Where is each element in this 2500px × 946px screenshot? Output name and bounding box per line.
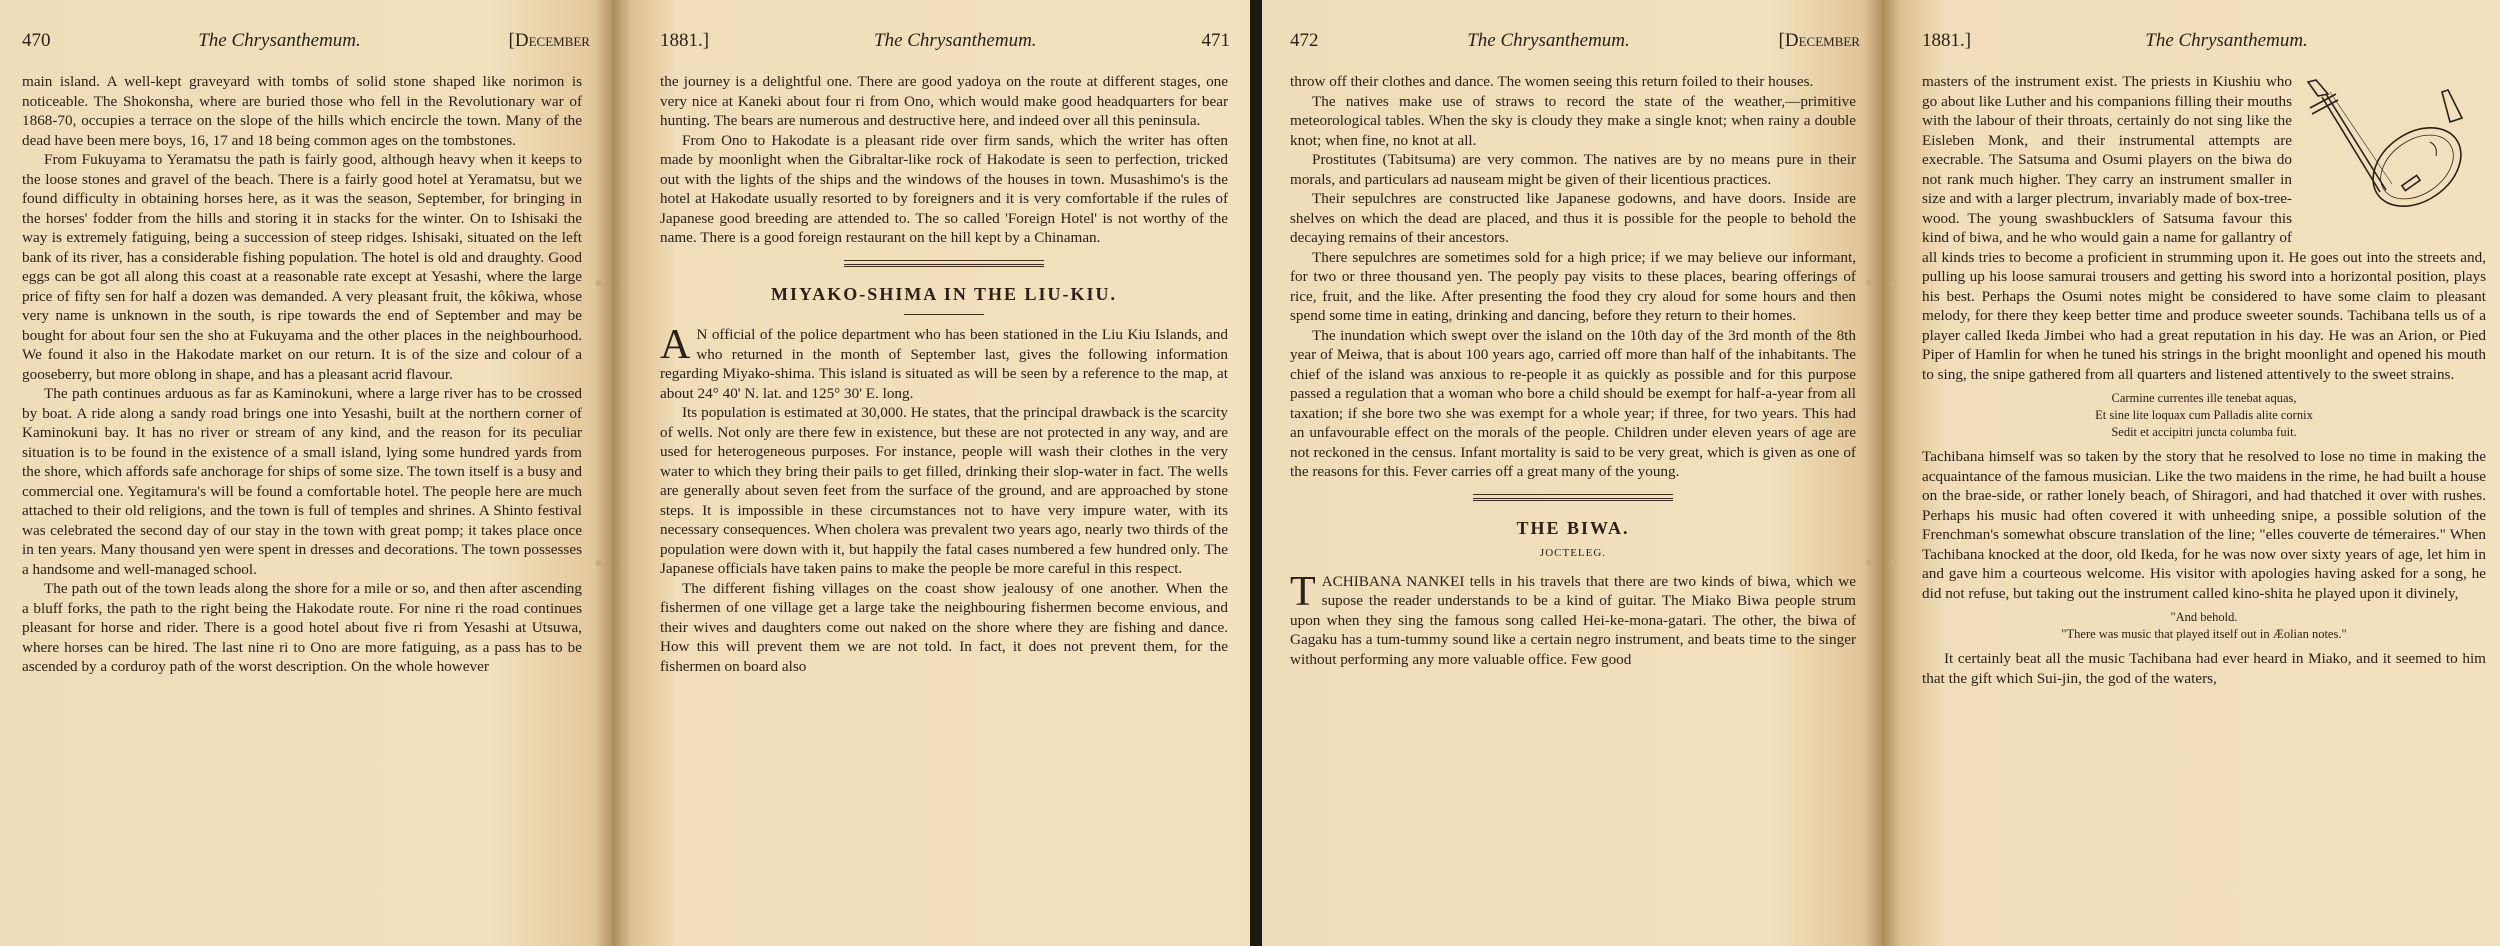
quote-line: Sedit et accipitri juncta columba fuit. <box>2111 425 2297 439</box>
binding-hole <box>1866 280 1872 286</box>
paragraph: Prostitutes (Tabitsuma) are very common. The natives are by no means pure in their morals, and particulars ad nauseam might be given of their licentious practices. <box>1290 151 1856 188</box>
quote-line: Et sine lite loquax cum Palladis alite cornix <box>2095 408 2313 422</box>
paragraph: The path out of the town leads along the shore for a mile or so, and then after ascending a bluff forks, the path to the right being the Hakodate route. For nine ri the road continues pleasant for horse and rider. There is a good hotel about five ri from Yesashi at Utsuwa, where horses can be hired. The last nine ri to Ono are more fatiguing, as a pass has to be ascended by a corduroy path of the worst description. On the whole however <box>22 580 582 675</box>
right-spread <box>1262 0 2500 946</box>
binding-hole <box>596 280 602 286</box>
section-rule <box>1473 494 1673 501</box>
running-month: [December <box>508 30 590 51</box>
paragraph: The natives make use of straws to record the state of the weather,—primitive meteorological tables. When the sky is cloudy they make a single knot; when rainy a double knot; when fine, no knot at all. <box>1290 92 1856 149</box>
section-rule <box>844 260 1044 267</box>
page-body <box>660 72 1228 676</box>
paragraph <box>1290 568 1856 670</box>
drop-cap: A <box>660 322 691 368</box>
paragraph: It certainly beat all the music Tachibana had ever heard in Miako, and it seemed to him that the gift which Sui-jin, the god of the waters, <box>1922 650 2486 687</box>
paragraph: masters of the instrument exist. The priests in Kiushiu who go about like Luther and his companions filling their mouths with the labour of their throats, certainly do not sing like the Eisleben Monk, and their instrumental attempts are execrable. The Satsuma and Osumi players on the biwa do not rank much higher. They carry an instrument smaller in size and with a larger plectrum, invariably made of box-tree-wood. The young swashbucklers of Satsuma favour this kind of biwa, and he who would gain a name for gallantry of all kinds tries to become a proficient in strumming upon it. He goes out into the streets and, pulling up his loose samurai trousers and getting his sword into a horizontal position, plays his best. Perhaps the Osumi notes might be considered to have some claim to pleasant melody, for there they keep better time and produce sweeter sounds. Tachibana tells us of a player called Ikeda Jimbei who had a great reputation in his day. He was an Arion, or Pied Piper of Hamlin for when he tuned his strings in the bright moonlight and opened his mouth to sing, the snipe gathered from all quarters and listened attentively to the sweet strains. <box>1922 73 2486 383</box>
binding-hole <box>620 560 626 566</box>
section-author: JOCTELEG. <box>1539 547 1607 559</box>
running-title: The Chrysanthemum. <box>874 30 1037 51</box>
running-month: [December <box>1778 30 1860 51</box>
quote-line: Carmine currentes ille tenebat aquas, <box>2111 391 2297 405</box>
page-header <box>1922 30 2482 60</box>
quote-line: "And behold. <box>2170 610 2238 624</box>
page-471 <box>612 0 1250 946</box>
paragraph: From Ono to Hakodate is a pleasant ride over firm sands, which the writer has often made by moonlight when the Gibraltar-like rock of Hakodate is seen to perfection, tricked out with the lights of the ships and the windows of the houses in town. Musashimo's is the hotel at Hakodate usually resorted to by foreigners and it is very comfortable if the rules of Japanese good breeding are attended to. The so called 'Foreign Hotel' is not worthy of the name. There is a good foreign restaurant on the hill kept by a Chinaman. <box>660 131 1228 246</box>
paragraph: throw off their clothes and dance. The women seeing this return foiled to their houses. <box>1290 73 1814 90</box>
paragraph: There sepulchres are sometimes sold for a high price; if we may believe our informant, for two or three thousand yen. The peoply pay visits to these places, bearing offerings of rice, fruit, and the like. After presenting the food they cry aloud for some hours and then spend some time in eating, drinking and dancing, before they return to their homes. <box>1290 248 1856 324</box>
title-rule <box>904 314 984 315</box>
quote-line: "There was music that played itself out in Æolian notes." <box>2061 627 2347 641</box>
binding-hole <box>620 280 626 286</box>
paragraph: Its population is estimated at 30,000. He states, that the principal drawback is the scarcity of wells. Not only are there few in existence, but these are not protected in any way, and are used for heterogeneous purposes. For instance, people will wash their clothes in the very water to which they bring their pails to get filled, drinking their slop-water in fact. The wells are generally about seven feet from the surface of the ground, and are approached by stone steps. It is impossible in these circumstances not to have very impure water, with its necessary consequences. When cholera was prevalent two years ago, nearly two thirds of the population were down with it, but happily the fatal cases numbered a few hundred only. The Japanese officials have taken pains to make the people be more careful in this respect. <box>660 404 1228 577</box>
paragraph: Tachibana himself was so taken by the story that he resolved to lose no time in making the acquaintance of the famous musician. Like the two maidens in the rime, he had built a house on the brae-side, or rather lonely beach, of Shiragori, and had thatched it over with rushes. Perhaps his music had often covered it with unheeding snipe, a possible solution of the Frenchman's somewhat obscure translation of the line; "elles couverte de témeraires." When Tachibana knocked at the door, old Ikeda, for he was now over sixty years of age, let him in and gave him a courteous welcome. His visitor with apologies having asked for a song, he did not refuse, but taking out the instrument called kino-shita he played upon it divinely, <box>1922 448 2486 602</box>
running-year: 1881.] <box>1922 30 1972 51</box>
page-body <box>1290 72 1856 669</box>
page-header <box>1290 30 1860 60</box>
page-header <box>660 30 1230 60</box>
paragraph-text: ACHIBANA NANKEI tells in his travels that there are two kinds of biwa, which we supose the reader understands to be a kind of guitar. The Miako Biwa people strum upon when they sing the famous song called Hei-ke-mona-gatari. The other, the biwa of Gagaku has a tum-tummy sound like a certain negro instrument, and beats time to the singer without performing any more valuable office. Few good <box>1290 572 1856 668</box>
binding-hole <box>1890 560 1896 566</box>
drop-cap: T <box>1290 568 1316 615</box>
paragraph-text: N official of the police department who has been stationed in the Liu Kiu Islands, and who returned in the month of September last, gives the following information regarding Miyako-shima. This island is situated as will be seen by a reference to the map, at about 24° 40' N. lat. and 125° 30' E. long. <box>660 326 1228 402</box>
biwa-illustration-icon <box>2302 72 2482 232</box>
page-body <box>22 72 582 677</box>
page-header <box>22 30 590 60</box>
running-year: 1881.] <box>660 30 710 51</box>
english-quote <box>1922 609 2486 643</box>
paragraph: Their sepulchres are constructed like Japanese godowns, and have doors. Inside are shelves on which the dead are placed, and thus it is possible for the people to behold the decaying remains of their ancestors. <box>1290 190 1856 246</box>
binding-hole <box>596 560 602 566</box>
paragraph: The inundation which swept over the island on the 10th day of the 3rd month of the 8th year of Meiwa, that is about 100 years ago, carried off more than half of the inhabitants. The chief of the island was anxious to re-people it as quickly as possible and for this purpose passed a regulation that a woman who bore a child should be exempt for half-a-year from all taxation; if she bore two she was exempt for a whole year; if three, for two years. This had an unfavourable effect on the morals of the people. Children under eleven years of age are not reckoned in the census. Infant mortality is said to be very great, which is given as one of the reasons for this. Fever carries off a great many of the young. <box>1290 326 1856 480</box>
page-473 <box>1882 0 2500 946</box>
paragraph: main island. A well-kept graveyard with tombs of solid stone shaped like norimon is noticeable. The Shokonsha, where are buried those who fell in the Revolutionary war of 1868-70, occupies a terrace on the slope of the hills which encircle the town. Many of the dead have been mere boys, 16, 17 and 18 being common ages on the tombstones. <box>22 73 582 149</box>
binding-hole <box>1866 560 1872 566</box>
running-title: The Chrysanthemum. <box>198 30 361 51</box>
paragraph: the journey is a delightful one. There are good yadoya on the route at different stages, one very nice at Kaneki about four ri from Ono, which would make good headquarters for bear hunting. The bears are numerous and destructive here, and indeed over all this peninsula. <box>660 73 1228 129</box>
paragraph <box>660 322 1228 403</box>
binding-hole <box>1890 280 1896 286</box>
running-title: The Chrysanthemum. <box>1467 30 1630 51</box>
page-number: 471 <box>1201 30 1230 51</box>
page-470 <box>0 0 612 946</box>
page-472 <box>1262 0 1882 946</box>
section-title: THE BIWA. <box>1516 517 1630 538</box>
page-number: 472 <box>1290 30 1319 51</box>
paragraph: The different fishing villages on the coast show jealousy of one another. When the fishermen of one village get a large take the neighbouring fishermen become envious, and their wives and daughters come out naked on the shore where they are fishing and dance. How this will prevent them we are not told. In fact, it does not prevent them, for the fishermen on board also <box>660 579 1228 675</box>
section-title: MIYAKO-SHIMA IN THE LIU-KIU. <box>770 283 1118 304</box>
paragraph: From Fukuyama to Yeramatsu the path is fairly good, although heavy when it keeps to the loose stones and gravel of the beach. There is a fairly good hotel at Yeramatsu, but we found difficulty in obtaining horses here, as it was the season, September, for bringing in the horses' fodder from the hills and storing it in stacks for the winter. On to Ishisaki the way is extremely fatiguing, being a succession of steep ridges. Ishisaki, situated on the left bank of its river, has a considerable fishing population. The hotel is old and draughty. Good eggs can be got all along this coast at a reasonable rate except at Yesashi, where the large price of fifty sen for half a dozen was demanded. A very pleasant fruit, the kôkiwa, whose very name is unknown in the south, is ripe towards the end of September and may be bought for about four sen the sho at Fukuyama and the other places in the neighbourhood. We found it also in the Hakodate market on our return. It is of the size and colour of a gooseberry, but more oblong in shape, and has a pleasant acrid flavour. <box>22 151 582 383</box>
latin-quote <box>1922 390 2486 441</box>
page-body <box>1922 72 2486 688</box>
paragraph: The path continues arduous as far as Kaminokuni, where a large river has to be crossed by boat. A ride along a sandy road brings one into Yesashi, built at the northern corner of Kaminokuni bay. It has no river or stream of any kind, and the reason for its peculiar situation is to be found in the existence of a small island, lying some hundred yards from the shore, which affords safe anchorage for ships of some size. The town itself is a busy and commercial one. Yegitamura's will be found a comfortable hotel. The people here are much attached to their old religions, and the town is full of temples and shrines. A Shinto festival was celebrated the second day of our stay in the town with great pomp; it takes place once in ten years. Many thousand yen were spent in dresses and decorations. The town possesses a handsome and well-managed school. <box>22 385 582 578</box>
page-number: 470 <box>22 30 51 51</box>
running-title: The Chrysanthemum. <box>2145 30 2308 51</box>
